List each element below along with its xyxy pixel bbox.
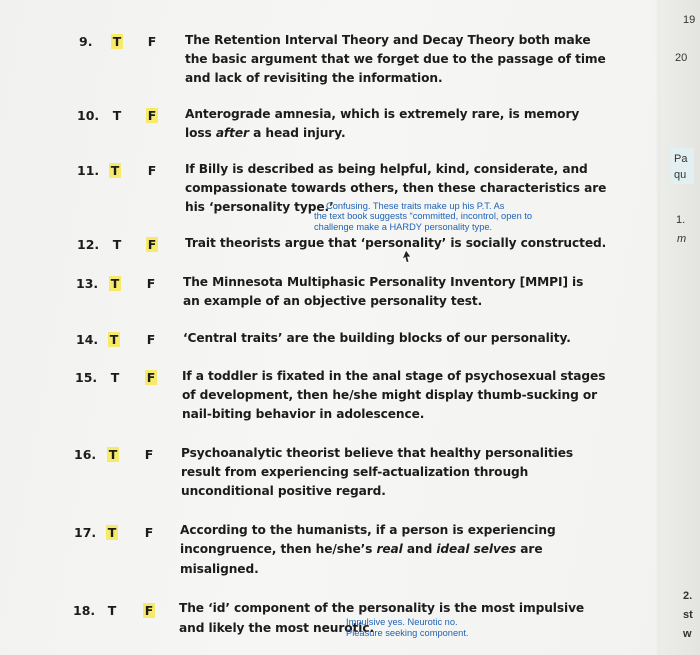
edge-fragment: 1. xyxy=(676,214,686,226)
question-text: misaligned. xyxy=(180,562,259,576)
question-number: 9. xyxy=(79,34,93,49)
false-option-selected[interactable]: F xyxy=(146,370,156,385)
true-option-selected[interactable]: T xyxy=(109,332,119,347)
question-number: 11. xyxy=(77,163,100,178)
annotation-comment: challenge make a HARDY personality type. xyxy=(314,222,493,232)
question-number: 14. xyxy=(76,332,99,347)
edge-fragment: w xyxy=(683,628,692,640)
question-text: Trait theorists argue that ‘personality’ is socially constructed. xyxy=(185,236,607,250)
edge-fragment: 2. xyxy=(683,590,693,602)
question-text: and likely the most neurotic. xyxy=(179,621,374,635)
true-option[interactable]: T xyxy=(112,237,122,252)
question-number: 10. xyxy=(77,108,100,123)
question-text: nail-biting behavior in adolescence. xyxy=(182,407,425,421)
question-text: loss after a head injury. xyxy=(185,126,346,140)
adjacent-page-strip xyxy=(660,0,700,655)
question-text: If a toddler is fixated in the anal stage of psychosexual stages xyxy=(182,369,606,383)
true-option-selected[interactable]: T xyxy=(110,163,120,178)
question-number: 16. xyxy=(74,447,97,462)
question-text: compassionate towards others, then these characteristics are xyxy=(185,181,607,195)
question-text: Anterograde amnesia, which is extremely rare, is memory xyxy=(185,107,580,121)
question-text: an example of an objective personality test. xyxy=(183,294,483,308)
false-option[interactable]: F xyxy=(147,163,157,178)
true-option[interactable]: T xyxy=(110,370,120,385)
true-option-selected[interactable]: T xyxy=(112,34,122,49)
false-option-selected[interactable]: F xyxy=(147,108,157,123)
question-text: If Billy is described as being helpful, kind, considerate, and xyxy=(185,162,588,176)
edge-fragment: m xyxy=(677,233,687,245)
question-number: 13. xyxy=(76,276,99,291)
false-option-selected[interactable]: F xyxy=(147,237,157,252)
question-text: unconditional positive regard. xyxy=(181,484,386,498)
edge-fragment: 20 xyxy=(675,52,688,64)
question-text: the basic argument that we forget due to the passage of time xyxy=(185,52,606,66)
true-option[interactable]: T xyxy=(112,108,122,123)
annotation-comment: the text book suggests “committed, incontrol, open to xyxy=(314,211,533,221)
question-text: According to the humanists, if a person is experiencing xyxy=(180,523,556,537)
true-option[interactable]: T xyxy=(107,603,117,618)
true-option-selected[interactable]: T xyxy=(108,447,118,462)
annotation-comment: Pleasure seeking component. xyxy=(346,628,469,638)
question-text: The ‘id’ component of the personality is the most impulsive xyxy=(179,601,585,615)
question-number: 12. xyxy=(77,237,100,252)
question-text: incongruence, then he/she’s real and ideal selves are xyxy=(180,542,543,556)
question-text: The Retention Interval Theory and Decay Theory both make xyxy=(185,33,591,47)
mouse-cursor-icon xyxy=(400,249,412,263)
annotation-comment: Confusing. These traits make up his P.T. As xyxy=(326,201,505,211)
false-option[interactable]: F xyxy=(146,276,156,291)
edge-fragment: st xyxy=(683,609,693,621)
false-option[interactable]: F xyxy=(146,332,156,347)
edge-fragment: Pa xyxy=(674,153,688,165)
question-text: The Minnesota Multiphasic Personality Inventory [MMPI] is xyxy=(183,275,584,289)
false-option[interactable]: F xyxy=(147,34,157,49)
annotation-comment: Impulsive yes. Neurotic no. xyxy=(346,617,458,627)
question-number: 18. xyxy=(73,603,96,618)
true-option-selected[interactable]: T xyxy=(107,525,117,540)
false-option[interactable]: F xyxy=(144,525,154,540)
question-text: Psychoanalytic theorist believe that healthy personalities xyxy=(181,446,574,460)
false-option-selected[interactable]: F xyxy=(144,603,154,618)
question-text: result from experiencing self-actualization through xyxy=(181,465,529,479)
question-text: and lack of revisiting the information. xyxy=(185,71,443,85)
question-text: his ‘personality type.’ xyxy=(185,200,334,214)
false-option[interactable]: F xyxy=(144,447,154,462)
edge-fragment: qu xyxy=(674,169,687,181)
question-number: 17. xyxy=(74,525,97,540)
true-option-selected[interactable]: T xyxy=(110,276,120,291)
edge-fragment: 19 xyxy=(683,14,696,26)
question-text: of development, then he/she might display thumb-sucking or xyxy=(182,388,598,402)
question-text: ‘Central traits’ are the building blocks of our personality. xyxy=(183,331,571,345)
question-number: 15. xyxy=(75,370,98,385)
